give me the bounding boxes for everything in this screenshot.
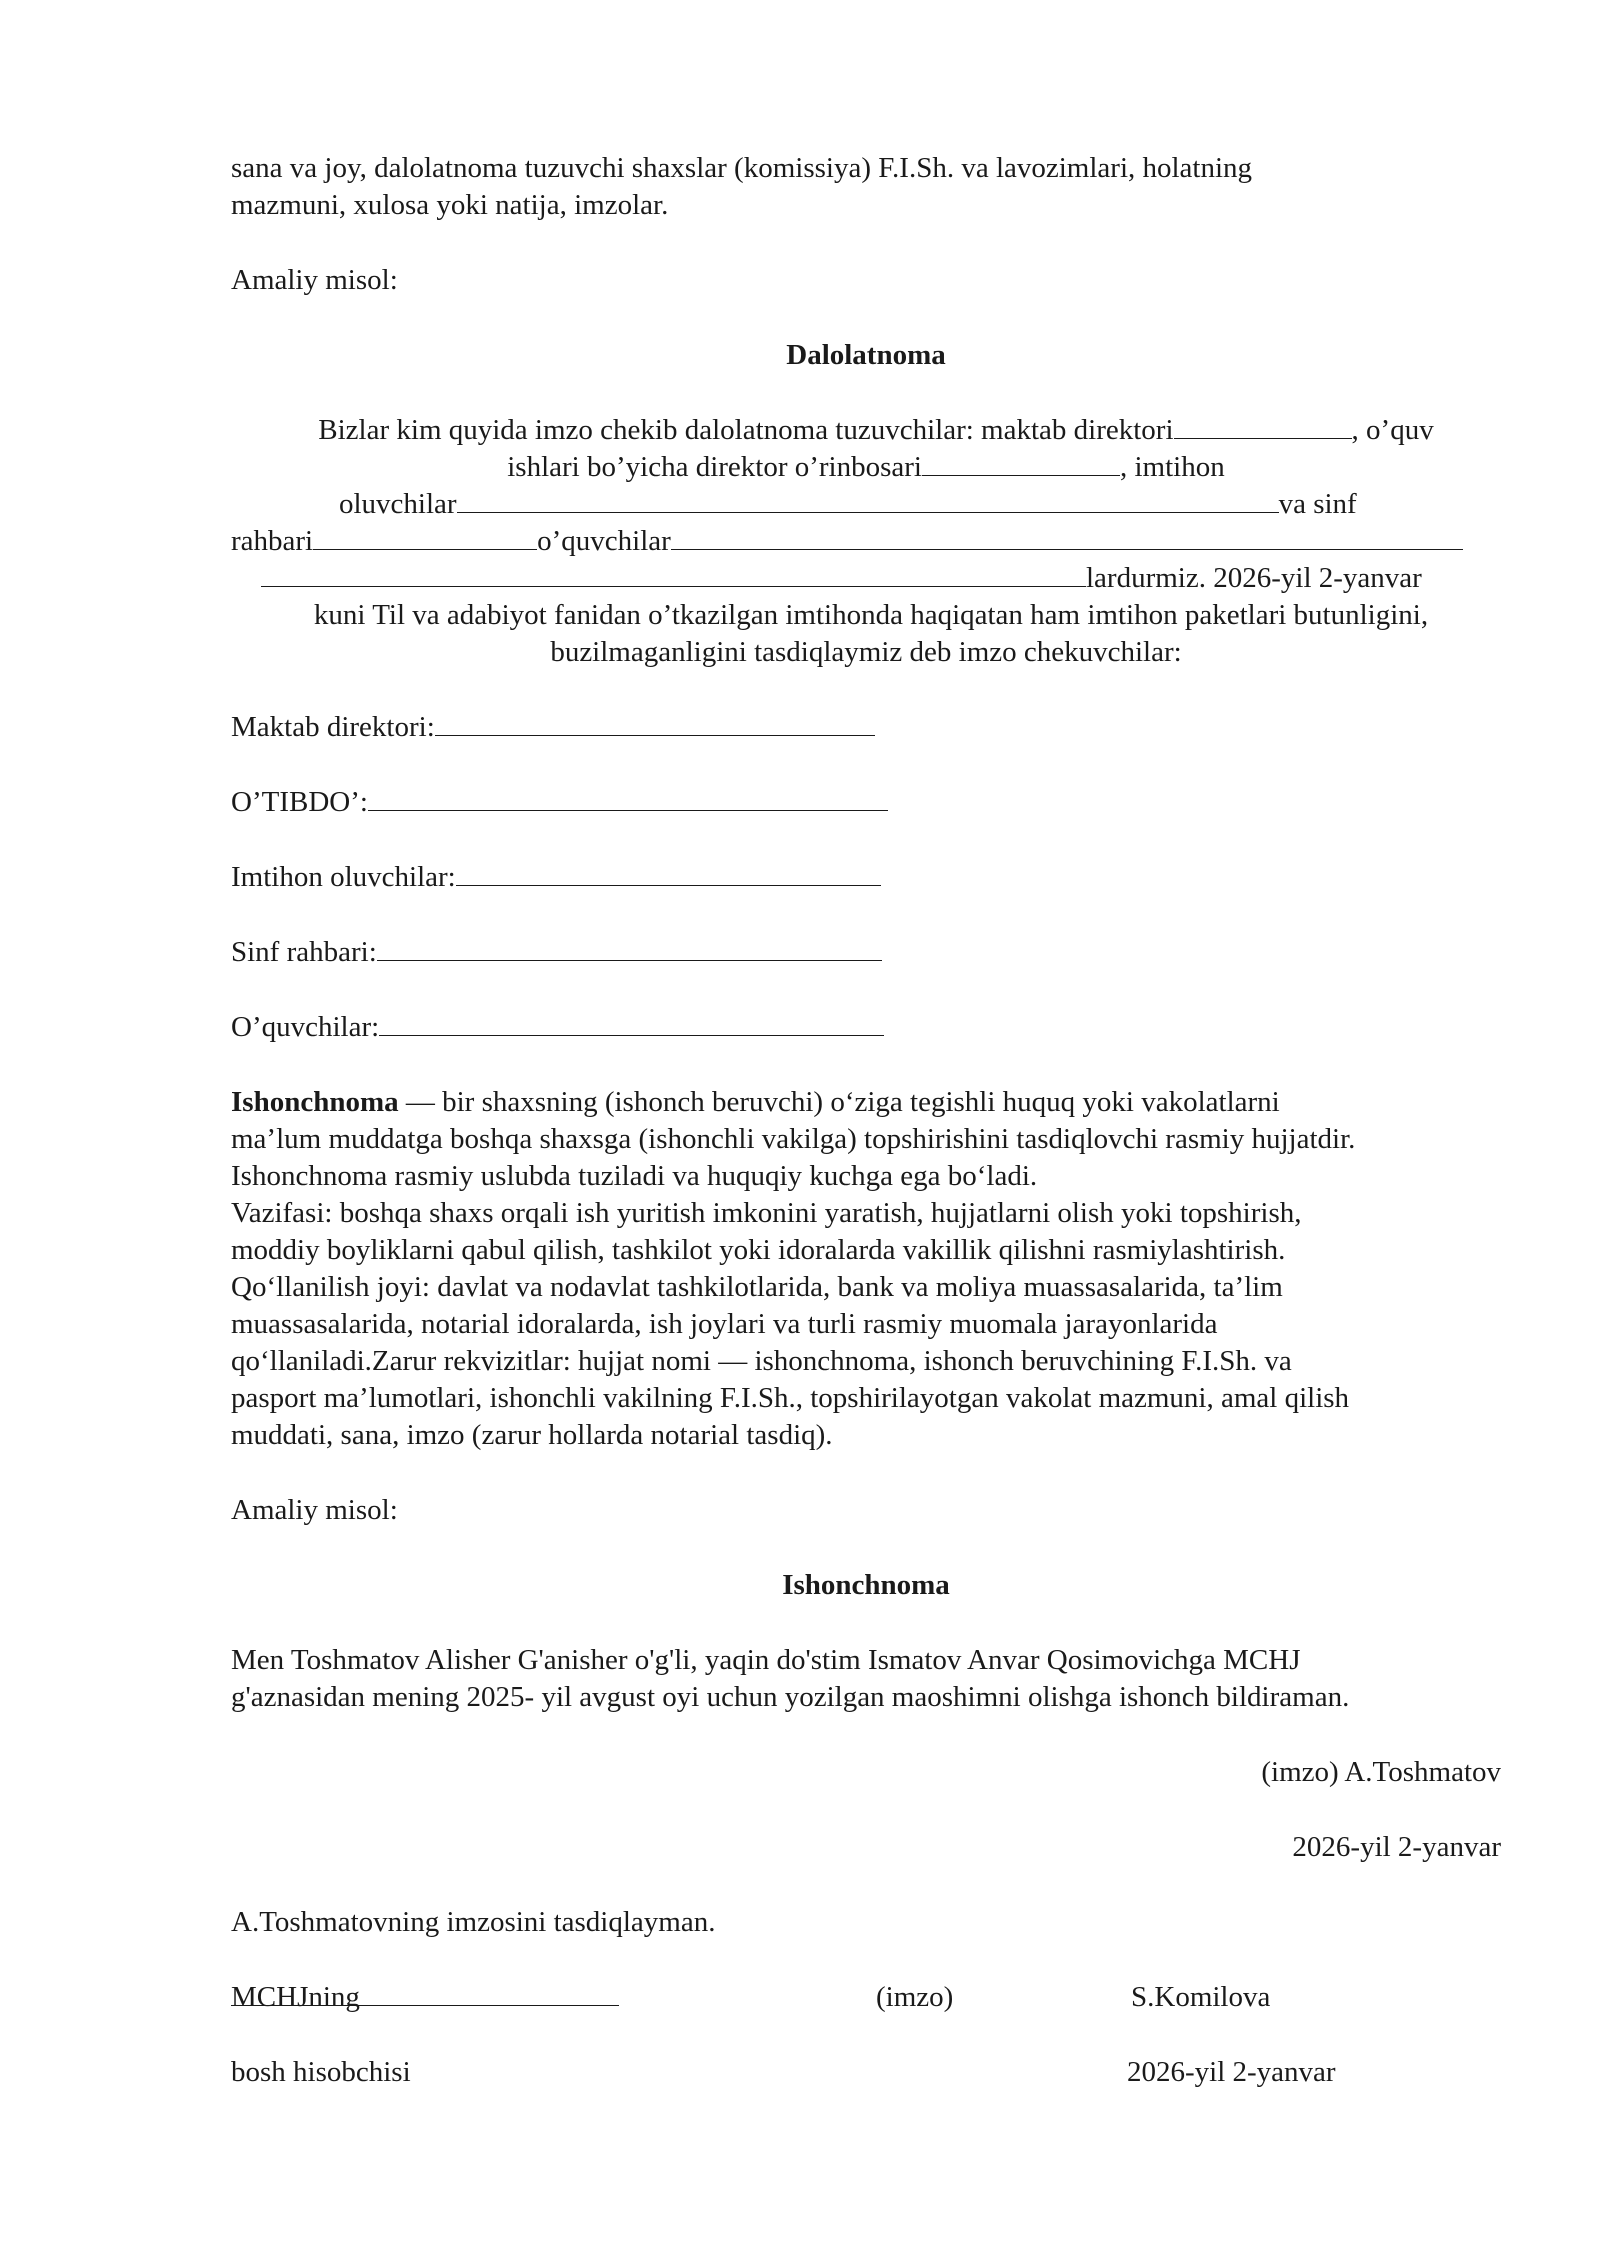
signer-line <box>231 709 1501 746</box>
intro-line-1: sana va joy, dalolatnoma tuzuvchi shaxslar (komissiya) F.I.Sh. va lavozimlari, holatning <box>231 152 1253 184</box>
signer-line <box>231 1009 1501 1046</box>
signature-blank <box>456 859 881 886</box>
accountant-position-row <box>231 2054 1501 2091</box>
blank-line <box>922 449 1120 476</box>
dalolatnoma-text: Bizlar kim quyida imzo chekib dalolatnoma tuzuvchilar: maktab direktori <box>318 414 1174 446</box>
definition-text: — bir shaxsning (ishonch beruvchi) o‘ziga tegishli huquq yoki vakolatlarni <box>398 1086 1280 1118</box>
document-body <box>231 150 1501 2091</box>
document-date: 2026-yil 2-yanvar <box>1292 1831 1501 1863</box>
definition-text: Ishonchnoma rasmiy uslubda tuziladi va huquqiy kuchga ega bo‘ladi. <box>231 1160 1038 1192</box>
blank-line <box>313 523 537 550</box>
term-ishonchnoma: Ishonchnoma <box>231 1086 399 1118</box>
signature-blank <box>435 709 875 736</box>
blank-line <box>1174 412 1352 439</box>
blank-line <box>457 486 1279 513</box>
dalolatnoma-text: kuni Til va adabiyot fanidan o’tkazilgan imtihonda haqiqatan ham imtihon paketlari butunligini, <box>313 599 1429 631</box>
accountant-name: S.Komilova <box>1131 1981 1271 2013</box>
example-label-2: Amaliy misol: <box>231 1494 398 1526</box>
dalolatnoma-text: o’quvchilar <box>537 525 671 557</box>
example-label-1: Amaliy misol: <box>231 264 398 296</box>
signature-line: (imzo) A.Toshmatov <box>1261 1756 1501 1788</box>
definition-text: moddiy boyliklarni qabul qilish, tashkilot yoki idoralarda vakillik qilishni rasmiylashtirish. <box>231 1234 1286 1266</box>
signature-blank <box>377 934 882 961</box>
definition-text: Qo‘llanilish joyi: davlat va nodavlat tashkilotlarida, bank va moliya muassasalarida, ta’lim <box>231 1271 1283 1303</box>
dalolatnoma-text: , imtihon <box>1120 451 1225 483</box>
accountant-signature-row <box>231 1979 1501 2016</box>
definition-text: muassasalarida, notarial idoralarda, ish joylari va turli rasmiy muomala jarayonlarida <box>231 1308 1218 1340</box>
signer-line <box>231 859 1501 896</box>
signer-label: O’TIBDO’: <box>231 786 368 818</box>
ishonchnoma-title: Ishonchnoma <box>782 1569 950 1601</box>
definition-text: ma’lum muddatga boshqa shaxsga (ishonchli vakilga) topshirishini tasdiqlovchi rasmiy hujjatdir. <box>231 1123 1356 1155</box>
signer-line <box>231 934 1501 971</box>
accountant-position: bosh hisobchisi <box>231 2056 411 2088</box>
ishonchnoma-body: g'aznasidan mening 2025- yil avgust oyi uchun yozilgan maoshimni olishga ishonch bildiraman. <box>231 1681 1350 1713</box>
dalolatnoma-text: buzilmaganligini tasdiqlaymiz deb imzo chekuvchilar: <box>550 636 1182 668</box>
confirmation-date: 2026-yil 2-yanvar <box>1127 2056 1336 2088</box>
signer-label: O’quvchilar: <box>231 1011 380 1043</box>
definition-text: qo‘llaniladi.Zarur rekvizitlar: hujjat nomi — ishonchnoma, ishonch beruvchining F.I.Sh. va <box>231 1345 1292 1377</box>
dalolatnoma-text: lardurmiz. 2026-yil 2-yanvar <box>1086 562 1422 594</box>
dalolatnoma-text: rahbari <box>231 525 314 557</box>
signer-label: Sinf rahbari: <box>231 936 377 968</box>
org-name: MCHJning <box>231 1981 360 2013</box>
dalolatnoma-text: va sinf <box>1278 488 1357 520</box>
signer-line <box>231 784 1501 821</box>
blank-line <box>261 560 1086 587</box>
sign-mark: (imzo) <box>876 1981 954 2013</box>
signature-blank <box>368 784 888 811</box>
dalolatnoma-title: Dalolatnoma <box>786 339 946 371</box>
dalolatnoma-body <box>231 412 1501 671</box>
definition-text: Vazifasi: boshqa shaxs orqali ish yuritish imkonini yaratish, hujjatlarni olish yoki topshirish, <box>231 1197 1302 1229</box>
ishonchnoma-body: Men Toshmatov Alisher G'anisher o'g'li, yaqin do'stim Ismatov Anvar Qosimovichga MCHJ <box>231 1644 1301 1676</box>
signer-label: Maktab direktori: <box>231 711 435 743</box>
blank-line <box>671 523 1463 550</box>
signature-blank <box>379 1009 884 1036</box>
ishonchnoma-definition <box>231 1084 1501 1454</box>
confirmation-text: A.Toshmatovning imzosini tasdiqlayman. <box>231 1906 716 1938</box>
signer-label: Imtihon oluvchilar: <box>231 861 456 893</box>
intro-line-2: mazmuni, xulosa yoki natija, imzolar. <box>231 189 669 221</box>
dalolatnoma-text: oluvchilar <box>339 488 457 520</box>
definition-text: pasport ma’lumotlari, ishonchli vakilning F.I.Sh., topshirilayotgan vakolat mazmuni, amal qilish <box>231 1382 1350 1414</box>
definition-text: muddati, sana, imzo (zarur hollarda notarial tasdiq). <box>231 1419 833 1451</box>
dalolatnoma-text: ishlari bo’yicha direktor o’rinbosari <box>507 451 922 483</box>
dalolatnoma-text: , o’quv <box>1351 414 1434 446</box>
